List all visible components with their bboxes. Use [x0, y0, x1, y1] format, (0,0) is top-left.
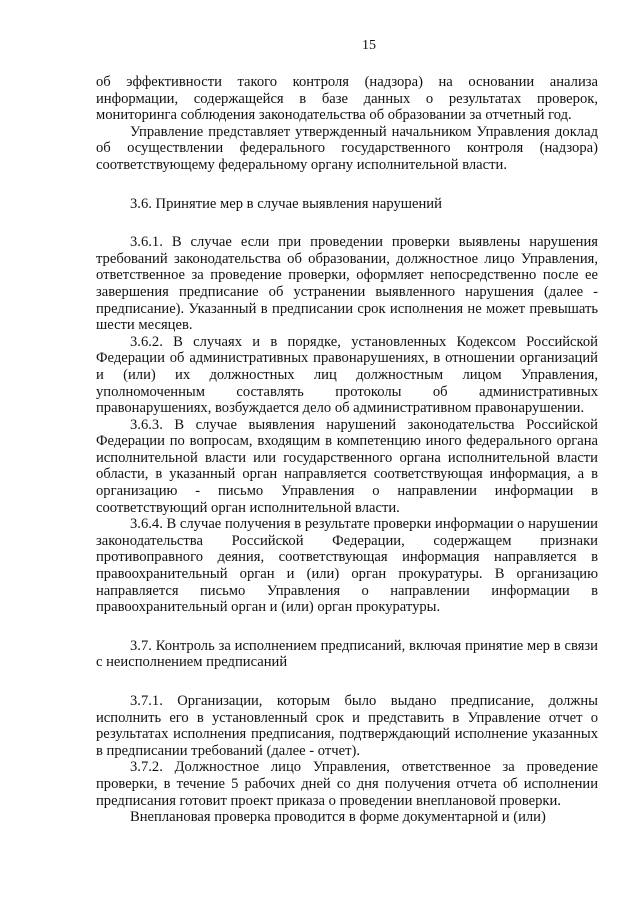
paragraph-continuation: об эффективности такого контроля (надзора) на основании анализа информации, содержащейся в базе данных о результатах проверок, мониторинга соблюдения законодательства об образовании за отчетный год.	[96, 74, 598, 124]
paragraph-3-6-3: 3.6.3. В случае выявления нарушений законодательства Российской Федерации по вопросам, входящим в компетенцию иного федерального органа исполнительной власти или государственного органа исполнительной власти области, в указанный орган направляется соответствующая информация, а в организацию - письмо Управления о направлении информации в соответствующий орган исполнительной власти.	[96, 416, 598, 516]
section-heading-3-7: 3.7. Контроль за исполнением предписаний, включая принятие мер в связи с неисполнением предписаний	[96, 637, 598, 671]
paragraph-report: Управление представляет утвержденный начальником Управления доклад об осуществлении федерального государственного контроля (надзора) соответствующему федеральному органу исполнительной власти.	[96, 123, 598, 173]
paragraph-unscheduled-check: Внеплановая проверка проводится в форме документарной и (или)	[130, 809, 546, 826]
paragraph-3-7-1: 3.7.1. Организации, которым было выдано предписание, должны исполнить его в установленный срок и представить в Управление отчет о результатах исполнения предписания, подтверждающий исполнение указанных в предписании требований (далее - отчет).	[96, 693, 598, 759]
paragraph-3-6-2: 3.6.2. В случаях и в порядке, установленных Кодексом Российской Федерации об административных правонарушениях, в отношении организаций и (или) их должностных лиц должностным лицом Управления, уполномоченным составлять протоколы об административных правонарушениях, возбуждается дело об административном правонарушении.	[96, 333, 598, 417]
section-heading-3-6: 3.6. Принятие мер в случае выявления нарушений	[130, 195, 442, 212]
page-number: 15	[362, 38, 376, 53]
paragraph-3-6-1: 3.6.1. В случае если при проведении проверки выявлены нарушения требований законодательства об образовании, должностное лицо Управления, ответственное за проведение проверки, оформляет непосредственно после ее завершения предписание об устранении выявленного нарушения (далее - предписание). Указанный в предписании срок исполнения не может превышать шести месяцев.	[96, 234, 598, 334]
paragraph-3-6-4: 3.6.4. В случае получения в результате проверки информации о нарушении законодательства Российской Федерации, содержащем признаки противоправного деяния, соответствующая информация направляется в правоохранительный орган и (или) орган прокуратуры. В организацию направляется письмо Управления о направлении информации в правоохранительный орган и (или) орган прокуратуры.	[96, 516, 598, 616]
paragraph-3-7-2: 3.7.2. Должностное лицо Управления, ответственное за проведение проверки, в течение 5 рабочих дней со дня получения отчета об исполнении предписания готовит проект приказа о проведении внеплановой проверки.	[96, 759, 598, 809]
